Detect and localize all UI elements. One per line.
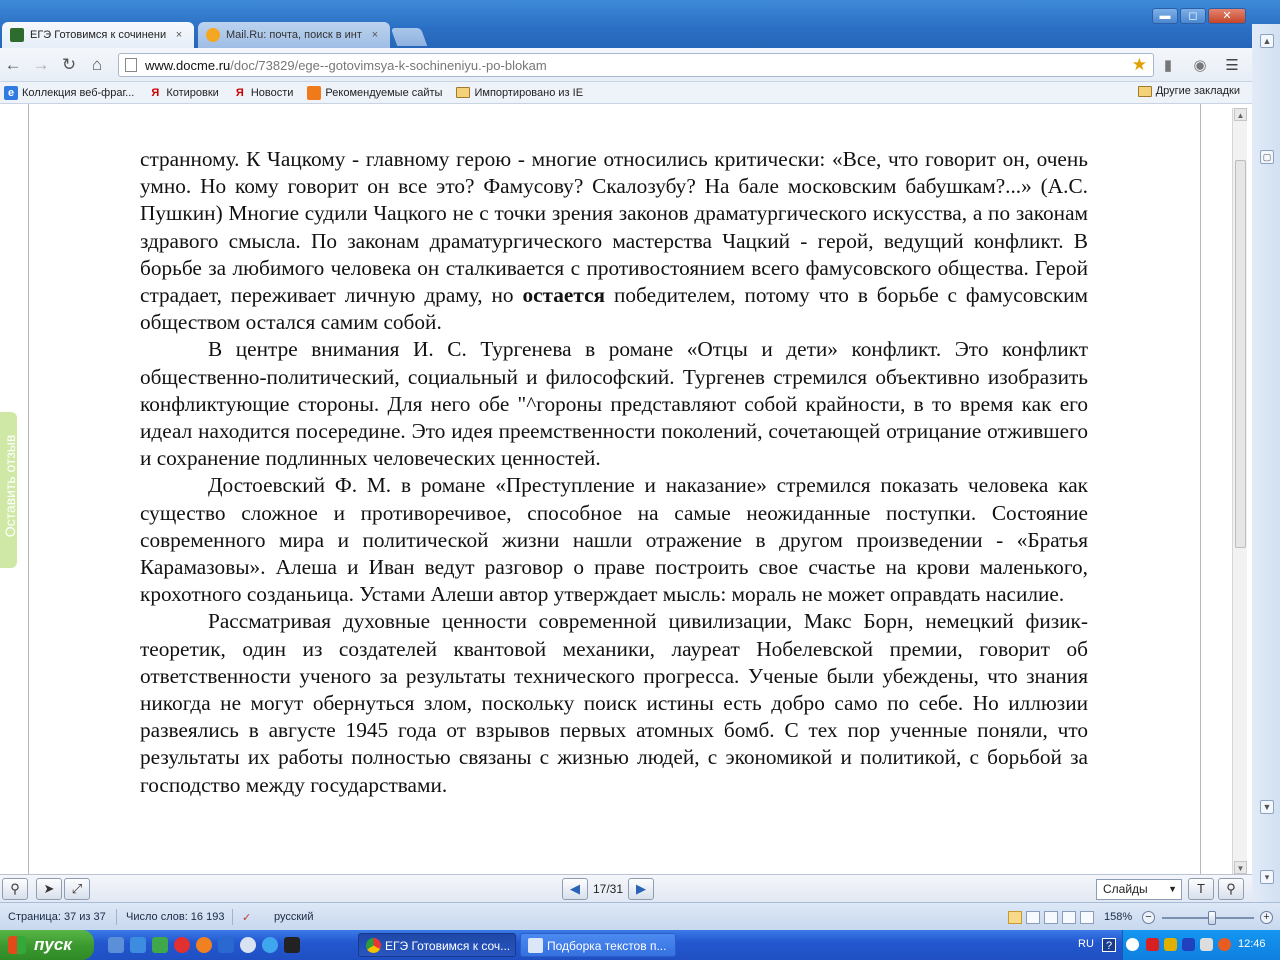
url-host: www.docme.ru [145,57,231,73]
document-paragraph [140,146,1088,336]
recommended-icon [307,86,321,100]
chevron-down-icon: ▼ [1168,884,1177,894]
tab-close-icon[interactable]: × [175,29,183,41]
bookmark-item[interactable] [148,86,219,100]
taskbar-word-task[interactable] [520,933,676,957]
tray-network-icon[interactable] [1200,938,1213,951]
tab-title: ЕГЭ Готовимся к сочинени [30,29,167,41]
bookmark-star-icon[interactable]: ★ [1131,55,1147,74]
scroll-down-icon[interactable]: ▼ [1234,861,1247,874]
panel-tool-icon[interactable]: ▢ [1260,150,1274,164]
browser-tab-strip [0,0,1280,48]
document-paragraph [140,472,1088,608]
bookmark-item[interactable] [456,87,583,99]
folder-icon [456,87,470,98]
other-bookmarks-label: Другие закладки [1155,85,1240,97]
panel-nav-icon[interactable]: ▾ [1260,870,1274,884]
scroll-thumb[interactable] [1235,160,1246,548]
yandex-icon: Я [151,86,160,99]
reload-icon[interactable]: ↻ [61,55,77,74]
quicklaunch-media-icon[interactable] [240,937,256,953]
language-indicator[interactable]: русский [274,911,314,923]
chrome-icon [366,938,381,953]
help-icon[interactable]: ? [1102,938,1116,952]
quicklaunch-opera-icon[interactable] [174,937,190,953]
scroll-up-icon[interactable]: ▲ [1234,108,1247,121]
tab-docme[interactable] [2,22,194,48]
back-icon[interactable]: ← [4,55,22,74]
print-layout-icon[interactable] [1008,911,1022,924]
bookmarks-bar [0,82,1252,104]
page-border-right [1200,104,1201,874]
feedback-tab[interactable] [0,412,17,568]
tray-expand-icon[interactable] [1126,938,1139,951]
bookmark-label: Новости [250,86,294,99]
tray-app-icon[interactable] [1164,938,1177,951]
bookmark-label: Коллекция веб-фраг... [22,86,135,99]
quicklaunch-firefox-icon[interactable] [196,937,212,953]
divider [232,909,233,925]
zoom-in-icon[interactable]: + [1260,911,1273,924]
document-paragraph [140,608,1088,798]
start-button[interactable] [0,930,94,960]
next-page-button[interactable]: ▶ [628,878,654,900]
yandex-icon: Я [235,86,244,99]
bookmark-item[interactable] [307,86,442,100]
panel-expand-icon[interactable]: ▲ [1260,34,1274,48]
paragraph-text: странному. К Чацкому - главному герою - многие относились критически: «Все, что говорит он, очень умно. Но кому говорит он все это? Фамусову? Скалозубу? На бале московским бабушкам?...» (А.С. Пушкин) Многие судили Чацкого не с точки зрения законов драматургического искусства, а по законам здравого смысла. По законам драматургического мастерства Чацкий - герой, ведущий конфликт. В борьбе за любимого человека он сталкивается с противостоянием всего фамусовского общества. Герой страдает, переживает личную драму, но [140,147,1088,308]
zoom-out-icon[interactable]: − [1142,911,1155,924]
task-label: Подборка текстов п... [547,939,667,953]
address-bar[interactable] [118,53,1154,77]
start-label: пуск [34,935,72,954]
tray-antivirus-icon[interactable] [1146,938,1159,951]
tab-title: Mail.Ru: почта, поиск в инт [226,29,362,41]
document-paragraph [140,336,1088,472]
feedback-label: Оставить отзыв [2,434,18,538]
document-text [140,146,1088,799]
paragraph-text: Рассматривая духовные ценности современной цивилизации, Макс Борн, немецкий физик-теоретик, один из создателей квантовой механики, лауреат Нобелевской премии, говорит об ответственности ученого за результаты технического прогресса. Ученые были убеждены, что знания никогда не могут обернуться злом, поскольку поиск истины есть добро само по себе. Но иллюзии развеялись в августе 1945 года от взрывов первых атомных бомб. С тех пор ученные поняли, что результаты их работы полностью связаны с жизнью людей, с экономикой и политикой, с борьбой за господство между государствами. [140,609,1088,797]
page-count[interactable]: Страница: 37 из 37 [8,911,106,923]
bookmark-item[interactable] [233,86,294,100]
zoom-icon[interactable]: ⚲ [1218,878,1244,900]
taskbar-chrome-task[interactable] [358,933,516,957]
word-icon [528,938,543,953]
docme-icon [10,28,24,42]
task-label: ЕГЭ Готовимся к соч... [385,939,511,953]
quicklaunch-excel-icon[interactable] [152,937,168,953]
bookmark-label: Рекомендуемые сайты [325,86,443,99]
quicklaunch-settings-icon[interactable] [108,937,124,953]
right-side-panel [1252,24,1280,930]
pointer-tool-icon[interactable]: ➤ [36,878,62,900]
quicklaunch-chrome-icon[interactable] [262,937,278,953]
page-indicator: 17/31 [592,882,624,896]
paragraph-text: В центре внимания И. С. Тургенева в романе «Отцы и дети» конфликт. Это конфликт общественно-политический, социальный и философский. Тургенев стремился объективно изобразить конфликтующие стороны. Для него обе "^гороны представляют собой крайности, в то время как его идеал находится посередине. Это идея преемственности поколений, сочетающей отрицание отжившего и сохранение подлинных человеческих ценностей. [140,337,1088,471]
maximize-button[interactable]: ◻ [1180,8,1206,24]
quicklaunch-ie-icon[interactable] [130,937,146,953]
other-bookmarks[interactable] [1138,85,1240,97]
zoom-slider-handle[interactable] [1208,911,1216,925]
search-icon[interactable]: ⚲ [2,878,28,900]
folder-icon [1138,86,1152,97]
divider [116,909,117,925]
mailru-icon [206,28,220,42]
word-status-bar [0,902,1280,930]
word-count[interactable]: Число слов: 16 193 [126,911,225,923]
close-window-button[interactable]: ✕ [1208,8,1246,24]
spellcheck-icon[interactable]: ✓ [242,912,252,924]
zoom-level[interactable]: 158% [1104,911,1133,923]
fullscreen-icon[interactable]: ⤢ [64,878,90,900]
text-tool-icon[interactable]: T [1188,878,1214,900]
new-tab-button[interactable] [391,28,428,46]
prev-page-button[interactable]: ◀ [562,878,588,900]
bookmark-label: Импортировано из IE [474,86,584,99]
quicklaunch-calc-icon[interactable] [284,937,300,953]
viewer-toolbar [0,874,1252,902]
document-scrollbar[interactable] [1232,108,1247,874]
tray-update-icon[interactable] [1218,938,1231,951]
page-border-left [28,104,29,874]
signal-icon[interactable]: ▮ [1163,57,1173,74]
tab-close-icon[interactable]: × [371,29,379,41]
view-mode-select[interactable] [1096,879,1182,900]
draft-icon[interactable] [1080,911,1094,924]
page-icon [125,58,137,72]
paragraph-text: Достоевский Ф. М. в романе «Преступление и наказание» стремился показать человека как существо сложное и противоречивое, способное на самые неожиданные поступки. Состояние современного мира и политической жизни нашли отражение в другом произведении - «Братья Карамазовы». Алеша и Иван ведут разговор о праве построить свое счастье на крови маленького, крохотного созданьица. Устами Алеши автор утверждает мысль: мораль не может оправдать насилие. [140,473,1088,607]
tray-bluetooth-icon[interactable] [1182,938,1195,951]
panel-scroll-icon[interactable]: ▼ [1260,800,1274,814]
tab-mailru[interactable] [198,22,390,48]
language-indicator[interactable]: RU [1078,938,1094,950]
menu-icon[interactable]: ☰ [1225,57,1239,74]
outline-icon[interactable] [1062,911,1076,924]
page-total: 31 [609,882,624,896]
view-mode-value: Слайды [1103,882,1148,896]
web-layout-icon[interactable] [1044,911,1058,924]
ie-icon: e [4,86,18,100]
taskbar-clock: 12:46 [1238,938,1266,950]
extension-icon[interactable]: ◉ [1193,57,1207,74]
bold-text: остается [522,283,606,308]
paragraph-text: победителем, потому что в борьбе с фамусовским обществом остался самим собой. [140,283,1088,335]
reading-layout-icon[interactable] [1026,911,1040,924]
bookmark-item[interactable] [4,86,134,100]
browser-toolbar [0,48,1252,82]
home-icon[interactable]: ⌂ [91,55,103,74]
windows-logo-icon [8,936,26,954]
quicklaunch-app-icon[interactable] [218,937,234,953]
windows-taskbar [0,930,1280,960]
minimize-button[interactable]: ▬ [1152,8,1178,24]
url-path: /doc/73829/ege--gotovimsya-k-sochineniyu.-po-blokam [230,57,547,73]
page-current: 17 [592,882,607,896]
forward-icon[interactable]: → [32,55,50,74]
bookmark-label: Котировки [166,86,219,99]
